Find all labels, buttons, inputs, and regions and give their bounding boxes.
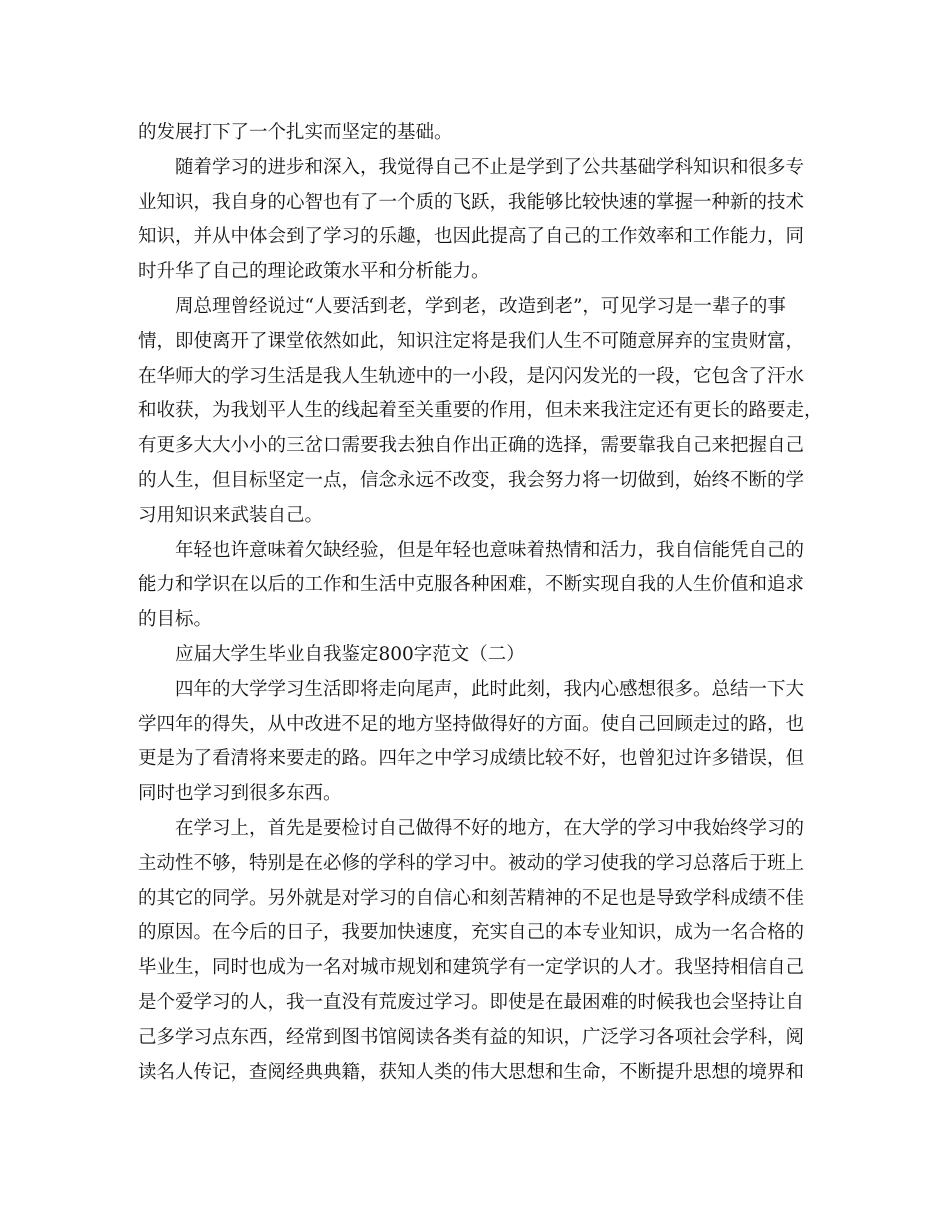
text-line: 的原因。在今后的日子，我要加快速度，充实自己的本专业知识，成为一名合格的 — [138, 922, 805, 944]
text-line: 习用知识来武装自己。 — [138, 504, 324, 526]
paragraph-first-line: 年轻也许意味着欠缺经验，但是年轻也意味着热情和活力，我自信能凭自己的 — [175, 539, 805, 561]
text-line: 毕业生，同时也成为一名对城市规划和建筑学有一定学识的人才。我坚持相信自己 — [138, 957, 805, 979]
text-line: 有更多大大小小的三岔口需要我去独自作出正确的选择，需要靠我自己来把握自己 — [138, 435, 805, 457]
text-line: 知识，并从中体会到了学习的乐趣，也因此提高了自己的工作效率和工作能力，同 — [138, 226, 805, 248]
text-line: 情，即使离开了课堂依然如此，知识注定将是我们人生不可随意屏弃的宝贵财富， — [138, 330, 805, 352]
text-line: 能力和学识在以后的工作和生活中克服各种困难，不断实现自我的人生价值和追求 — [138, 574, 805, 596]
text-line: 己多学习点东西，经常到图书馆阅读各类有益的知识，广泛学习各项社会学科，阅 — [138, 1026, 805, 1048]
text-line: 主动性不够，特别是在必修的学科的学习中。被动的学习使我的学习总落后于班上 — [138, 852, 805, 874]
text-line: 同时也学习到很多东西。 — [138, 783, 342, 805]
paragraph-first-line: 在学习上，首先是要检讨自己做得不好的地方，在大学的学习中我始终学习的 — [175, 817, 805, 839]
section-heading: 应届大学生毕业自我鉴定800字范文（二） — [175, 643, 525, 665]
text-line: 业知识，我自身的心智也有了一个质的飞跃，我能够比较快速的掌握一种新的技术 — [138, 191, 805, 213]
text-line: 的人生，但目标坚定一点，信念永远不改变，我会努力将一切做到，始终不断的学 — [138, 469, 805, 491]
text-line: 读名人传记，查阅经典典籍，获知人类的伟大思想和生命，不断提升思想的境界和 — [138, 1061, 805, 1083]
text-line: 的目标。 — [138, 609, 213, 631]
text-line: 更是为了看清将来要走的路。四年之中学习成绩比较不好，也曾犯过许多错误，但 — [138, 748, 805, 770]
text-line: 在华师大的学习生活是我人生轨迹中的一小段，是闪闪发光的一段，它包含了汗水 — [138, 365, 805, 387]
text-line: 时升华了自己的理论政策水平和分析能力。 — [138, 261, 490, 283]
text-line: 的发展打下了一个扎实而坚定的基础。 — [138, 122, 453, 143]
document-body — [138, 116, 823, 1090]
text-line: 的其它的同学。另外就是对学习的自信心和刻苦精神的不足也是导致学科成绩不佳 — [138, 887, 805, 909]
text-line: 和收获，为我划平人生的线起着至关重要的作用，但未来我注定还有更长的路要走， — [138, 400, 823, 422]
text-line: 是个爱学习的人，我一直没有荒废过学习。即使是在最困难的时候我也会坚持让自 — [138, 991, 805, 1013]
paragraph-first-line: 周总理曾经说过“人要活到老，学到老，改造到老”，可见学习是一辈子的事 — [175, 295, 786, 317]
text-line: 学四年的得失，从中改进不足的地方坚持做得好的方面。使自己回顾走过的路，也 — [138, 713, 805, 735]
paragraph-first-line: 随着学习的进步和深入，我觉得自己不止是学到了公共基础学科知识和很多专 — [175, 156, 805, 178]
paragraph-first-line: 四年的大学学习生活即将走向尾声，此时此刻，我内心感想很多。总结一下大 — [175, 678, 805, 700]
